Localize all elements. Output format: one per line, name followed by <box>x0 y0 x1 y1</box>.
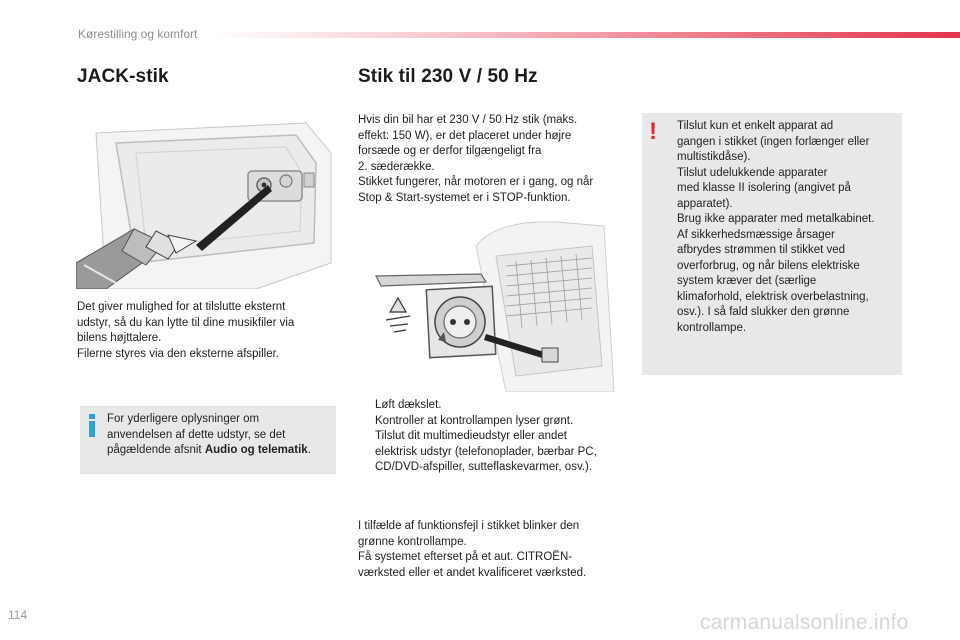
info-line: anvendelsen af dette udstyr, se det <box>107 428 286 441</box>
warning-box <box>642 113 902 375</box>
warning-icon: ! <box>649 118 657 145</box>
intro-line: forsæde og er derfor tilgængeligt fra <box>358 145 542 157</box>
warning-line: Tilslut udelukkende apparater <box>677 166 828 179</box>
step-line: elektrisk udstyr (telefonoplader, bærbar PC, <box>375 445 597 458</box>
warning-line: Brug ikke apparater med metalkabinet. <box>677 213 875 225</box>
jack-plug-illustration <box>76 113 336 289</box>
fault-line: Få systemet efterset på et aut. CITROËN- <box>358 551 573 563</box>
intro-line: effekt: 150 W), er det placeret under højre <box>358 129 572 142</box>
step-line: CD/DVD-afspiller, sutteflaskevarmer, osv.). <box>375 461 593 473</box>
warning-line: afbrydes strømmen til stikket ved <box>677 244 846 256</box>
jack-line: Filerne styres via den eksterne afspiller. <box>77 347 279 360</box>
warning-line: system kræver det (særlige <box>677 275 817 287</box>
warning-line: klimaforhold, elektrisk overbelastning, <box>677 290 869 303</box>
fault-line: værksted eller et andet kvalificeret værksted. <box>358 566 587 579</box>
warning-line: Tilslut kun et enkelt apparat ad <box>677 120 834 132</box>
info-box <box>80 406 336 474</box>
socket-intro <box>358 113 593 206</box>
info-icon <box>86 414 100 436</box>
jack-line: bilens højttalere. <box>77 332 162 344</box>
info-line: pågældende afsnit <box>107 444 205 456</box>
warning-line: kontrollampe. <box>677 321 747 334</box>
step-item <box>358 414 597 430</box>
warning-line: Af sikkerhedsmæssige årsager <box>677 228 835 241</box>
step-line: Løft dækslet. <box>375 399 442 411</box>
step-item <box>358 398 597 414</box>
socket-title: Stik til 230 V / 50 Hz <box>358 66 538 87</box>
warning-line: med klasse II isolering (angivet på <box>677 182 851 194</box>
warning-line: gangen i stikket (ingen forlænger eller <box>677 135 870 148</box>
jack-title: JACK-stik <box>77 66 169 87</box>
audio-telematik-reference: Audio og telematik <box>204 444 308 456</box>
jack-line: udstyr, så du kan lytte til dine musikfiler via <box>77 316 295 329</box>
socket-fault-text <box>358 519 586 581</box>
header-accent-bar <box>210 32 960 38</box>
intro-line: Stikket fungerer, når motoren er i gang, og når <box>358 176 594 188</box>
intro-line: 2. sæderække. <box>358 160 435 173</box>
socket-illustration <box>356 216 616 392</box>
warning-line: overforbrug, og når bilens elektriske <box>677 259 860 272</box>
info-line-end: . <box>307 444 311 456</box>
fault-line: I tilfælde af funktionsfejl i stikket blinker den <box>358 520 580 532</box>
warning-line: apparatet). <box>677 197 733 210</box>
jack-line: Det giver mulighed for at tilslutte eksternt <box>77 301 286 313</box>
jack-description <box>77 300 294 362</box>
step-line: Tilslut dit multimedieudstyr eller andet <box>375 430 567 442</box>
step-item <box>358 429 597 445</box>
socket-steps <box>358 398 597 476</box>
section-title: Kørestilling og komfort <box>78 27 198 41</box>
warning-line: multistikdåse). <box>677 151 751 163</box>
step-line: Kontroller at kontrollampen lyser grønt. <box>375 414 574 427</box>
warning-line: osv.). I så fald slukker den grønne <box>677 306 850 318</box>
fault-line: grønne kontrollampe. <box>358 535 467 548</box>
watermark: carmanualsonline.info <box>700 611 909 634</box>
intro-line: Stop & Start-systemet er i STOP-funktion. <box>358 191 571 204</box>
info-line: For yderligere oplysninger om <box>107 413 260 425</box>
intro-line: Hvis din bil har et 230 V / 50 Hz stik (maks. <box>358 114 578 126</box>
page-number: 114 <box>8 608 28 622</box>
